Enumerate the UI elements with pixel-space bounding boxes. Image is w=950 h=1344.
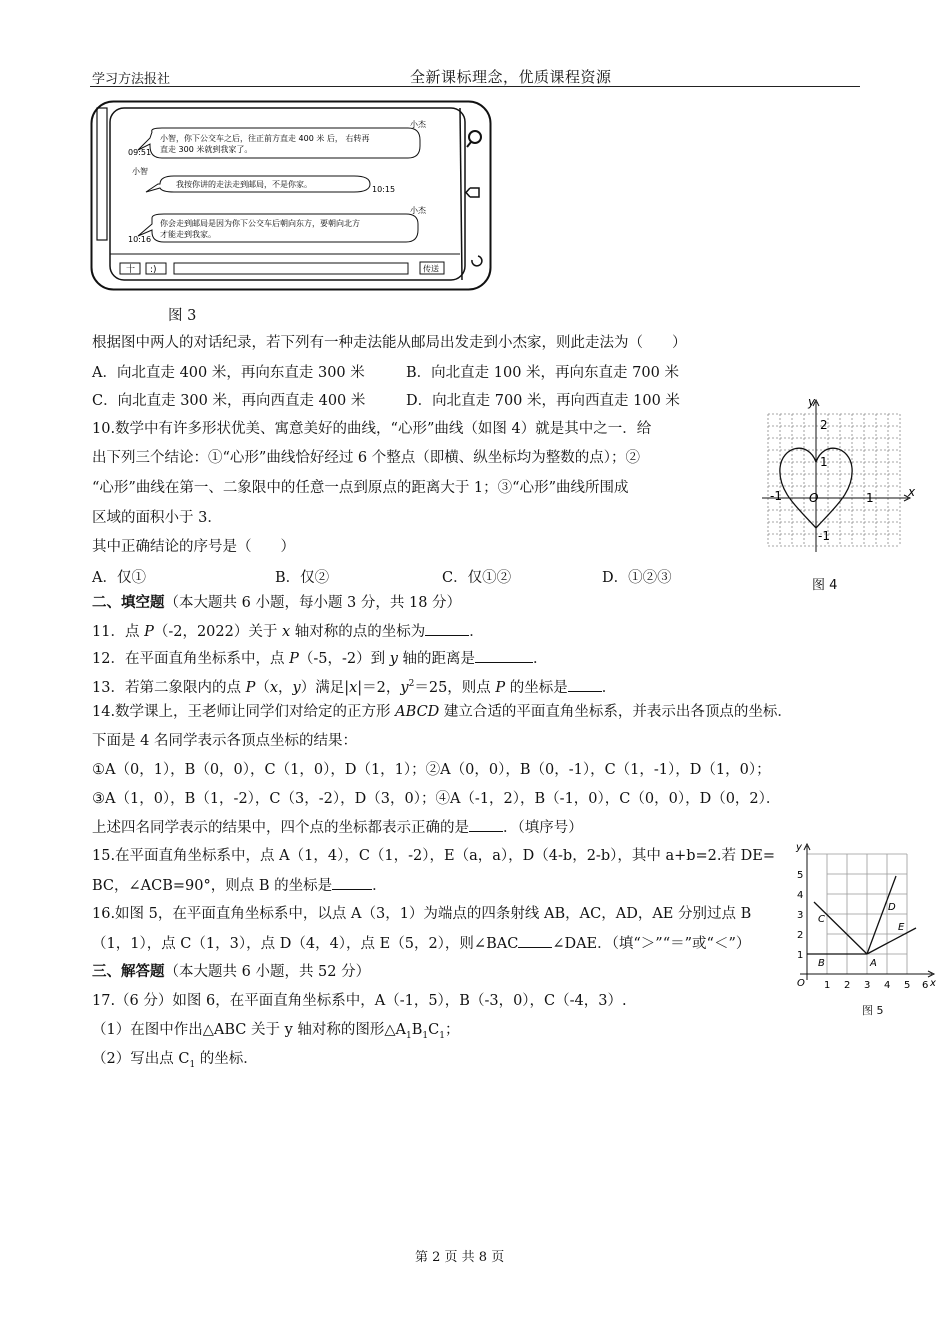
msg2-sender: 小智 <box>132 167 148 176</box>
ray-ad <box>867 876 896 954</box>
svg-text:2: 2 <box>797 930 804 941</box>
q11: 11．点 P（-2，2022）关于 x 轴对称的点的坐标为 ． <box>92 621 484 642</box>
emoji-button-label: :) <box>150 265 157 275</box>
svg-text:5: 5 <box>797 870 804 881</box>
q12-answer-blank <box>475 648 533 663</box>
svg-text:3: 3 <box>797 910 804 921</box>
q12: 12．在平面直角坐标系中，点 P（-5，-2）到 y 轴的距离是 ． <box>92 648 548 669</box>
page-footer: 第 2 页 共 8 页 <box>415 1250 505 1265</box>
q9-option-d: D．向北直走 700 米，再向西直走 100 米 <box>406 393 680 409</box>
svg-text:A: A <box>870 958 877 969</box>
q15-line-2: BC，∠ACB=90°，则点 B 的坐标是 ． <box>92 875 387 896</box>
q14-line-2: 下面是 4 名同学表示各顶点坐标的结果： <box>92 733 357 749</box>
msg3-time: 10:16 <box>128 235 152 244</box>
q16-line-1: 16.如图 5，在平面直角坐标系中，以点 A（3，1）为端点的四条射线 AB，AC，AD，AE 分别过点 B <box>92 906 752 922</box>
q9-stem: 根据图中两人的对话纪录，若下列有一种走法能从邮局出发走到小杰家，则此走法为（ ） <box>92 335 687 351</box>
svg-text:B: B <box>818 958 825 969</box>
fig4-y-label: y <box>808 396 816 409</box>
ray-ae <box>867 928 916 954</box>
fig4-origin: O <box>809 491 819 505</box>
svg-text:3: 3 <box>864 980 871 991</box>
msg2-text: 我按你讲的走法走到邮局，不是你家。 <box>176 180 312 189</box>
svg-text:E: E <box>898 922 905 933</box>
q10-line-5: 其中正确结论的序号是（ ） <box>92 539 295 555</box>
q10-option-c: C．仅①② <box>442 570 512 586</box>
fig4-heart-graph <box>758 396 918 554</box>
q17-line-2: （1）在图中作出△ABC 关于 y 轴对称的图形$\triangle A_1B_1C_1$； <box>92 1022 460 1041</box>
q9-option-b: B．向北直走 100 米，再向东直走 700 米 <box>406 365 679 381</box>
msg1-time: 09:51 <box>128 148 152 157</box>
svg-text:1: 1 <box>824 980 831 991</box>
section3-heading <box>92 962 370 982</box>
svg-text:O: O <box>797 978 805 989</box>
phone-figure <box>90 100 492 292</box>
section2-heading <box>92 593 461 613</box>
header-divider <box>90 86 860 87</box>
section2-desc: （本大题共 6 小题，每小题 3 分，共 18 分） <box>164 595 462 611</box>
fig5-caption: 图 5 <box>862 1004 884 1017</box>
fig4-tick-1y: 1 <box>820 455 828 469</box>
q14-answer-blank <box>469 817 503 832</box>
svg-text:6: 6 <box>922 980 929 991</box>
svg-text:y: y <box>796 842 802 853</box>
msg3-text-1: 你会走到邮局是因为你下公交车后朝向东方，要朝向北方 <box>160 219 360 228</box>
msg2-time: 10:15 <box>372 185 396 194</box>
svg-text:x: x <box>930 978 936 989</box>
q10-option-d: D．①②③ <box>602 570 672 586</box>
section2-title: 二、填空题 <box>92 594 165 611</box>
q15-answer-blank <box>332 875 372 890</box>
header-publisher: 学习方法报社 <box>92 72 171 87</box>
q10-line-2: 出下列三个结论：①“心形”曲线恰好经过 6 个整点（即横、纵坐标均为整数的点）；② <box>92 450 641 466</box>
msg1-sender: 小杰 <box>410 120 426 129</box>
q16-line-2: （1，1），点 C（1，3），点 D（4，4），点 E（5，2），则∠BAC ∠DAE．（填“＞”“＝”或“＜”） <box>92 933 750 954</box>
q10-option-a: A．仅① <box>92 570 146 586</box>
svg-text:4: 4 <box>797 890 804 901</box>
q10-option-b: B．仅② <box>275 570 330 586</box>
q10-line-4: 区域的面积小于 3． <box>92 510 222 526</box>
q14-line-1: 14.数学课上，王老师让同学们对给定的正方形 ABCD 建立合适的平面直角坐标系，并表示出各顶点的坐标． <box>92 704 792 720</box>
q15-line-1: 15.在平面直角坐标系中，点 A（1，4），C（1，-2），E（a，a），D（4-b，2-b），其中 a+b=2.若 DE= <box>92 848 775 864</box>
header-slogan: 全新课标理念，优质课程资源 <box>410 68 612 86</box>
fig4-tick-2: 2 <box>820 418 828 432</box>
message-input[interactable] <box>174 263 408 274</box>
msg1-text-2: 直走 300 米就到我家了。 <box>160 145 253 154</box>
svg-text:1: 1 <box>797 950 804 961</box>
msg1-text-1: 小智，你下公交车之后，往正前方直走 400 米 后， 右转再 <box>160 134 370 143</box>
q14-line-5: 上述四名同学表示的结果中，四个点的坐标都表示正确的是 ．（填序号） <box>92 817 583 838</box>
q17-line-3: （2）写出点 $C_1$ 的坐标． <box>92 1051 258 1070</box>
svg-text:C: C <box>818 914 825 925</box>
q17-line-1: 17.（6 分）如图 6，在平面直角坐标系中，A（-1，5），B（-3，0），C（-4，3）. <box>92 993 627 1009</box>
svg-text:4: 4 <box>884 980 891 991</box>
fig4-tick-m1x: -1 <box>770 489 782 503</box>
svg-text:2: 2 <box>844 980 851 991</box>
ray-ac <box>814 902 867 954</box>
msg3-sender: 小杰 <box>410 206 426 215</box>
q10-line-1: 10.数学中有许多形状优美、寓意美好的曲线，“心形”曲线（如图 4）就是其中之一．给 <box>92 421 652 437</box>
svg-text:D: D <box>888 902 896 913</box>
fig4-x-label: x <box>908 485 916 499</box>
q9-option-c: C．向北直走 300 米，再向西直走 400 米 <box>92 393 366 409</box>
q16-answer-blank <box>518 933 552 948</box>
q13-answer-blank <box>568 677 602 692</box>
send-button-label: 传送 <box>423 264 439 274</box>
q10-line-3: “心形”曲线在第一、二象限中的任意一点到原点的距离大于 1；③“心形”曲线所围成 <box>92 480 629 496</box>
fig3-caption: 图 3 <box>168 308 197 324</box>
fig4-tick-1x: 1 <box>866 491 874 505</box>
q11-answer-blank <box>425 621 469 636</box>
add-button-label: 十 <box>126 265 136 275</box>
section3-title: 三、解答题 <box>92 963 165 980</box>
q14-line-4: ③A（1，0），B（1，-2），C（3，-2），D（3，0）；④A（-1，2），B（-1，0），C（0，0），D（0，2）． <box>92 791 781 807</box>
fig4-caption: 图 4 <box>812 578 838 593</box>
section3-desc: （本大题共 6 小题，共 52 分） <box>164 964 371 980</box>
svg-text:5: 5 <box>904 980 911 991</box>
q14-line-3: ①A（0，1），B（0，0），C（1，0），D（1，1）；②A（0，0），B（0，-1），C（1，-1），D（1，0）； <box>92 762 771 778</box>
fig4-tick-m1y: -1 <box>818 529 830 543</box>
msg3-text-2: 才能走到我家。 <box>160 230 216 239</box>
q13: 13．若第二象限内的点 P（x，y）满足|x|＝2，$y^2=25$，则点 P 的坐标是 ． <box>92 674 616 698</box>
fig5-graph <box>792 838 942 996</box>
q9-option-a: A．向北直走 400 米，再向东直走 300 米 <box>92 365 365 381</box>
